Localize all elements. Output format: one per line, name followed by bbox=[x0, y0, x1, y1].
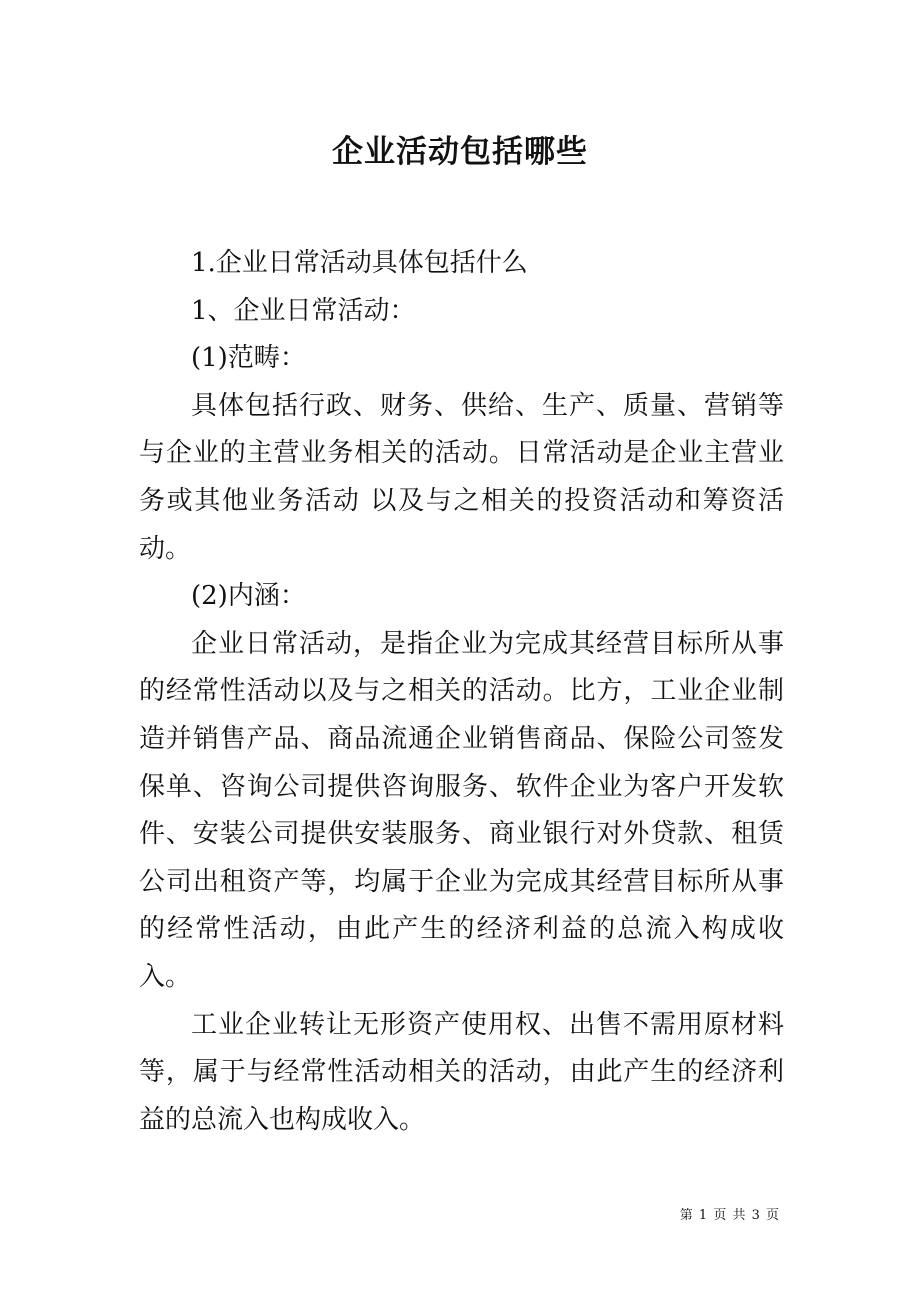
document-title: 企业活动包括哪些 bbox=[332, 134, 588, 170]
paragraph-connotation: 企业日常活动，是指企业为完成其经营目标所从事的经常性活动以及与之相关的活动。比方，工业企业制造并销售产品、商品流通企业销售商品、保险公司签发保单、咨询公司提供咨询服务、软件企业为客户开发软件、安装公司提供安装服务、商业银行对外贷款、租赁公司出租资产等，均属于企业为完成其经营目标所从事的经常性活动，由此产生的经济利益的总流入构成收入。 bbox=[139, 628, 784, 992]
document-body bbox=[139, 240, 784, 1144]
paragraph-related-activities: 工业企业转让无形资产使用权、出售不需用原材料等，属于与经常性活动相关的活动，由此产生的经济利益的总流入也构成收入。 bbox=[139, 1009, 784, 1135]
heading-scope: (1)范畴： bbox=[191, 343, 306, 374]
heading-connotation: (2)内涵： bbox=[191, 581, 306, 612]
page-number-footer: 第 1 页 共 3 页 bbox=[679, 1208, 780, 1223]
heading-daily-activities: 1、企业日常活动： bbox=[191, 295, 416, 326]
paragraph-scope: 具体包括行政、财务、供给、生产、质量、营销等与企业的主营业务相关的活动。日常活动是企业主营业务或其他业务活动 以及与之相关的投资活动和筹资活动。 bbox=[139, 390, 784, 564]
heading-daily-activities-question: 1.企业日常活动具体包括什么 bbox=[191, 248, 528, 278]
